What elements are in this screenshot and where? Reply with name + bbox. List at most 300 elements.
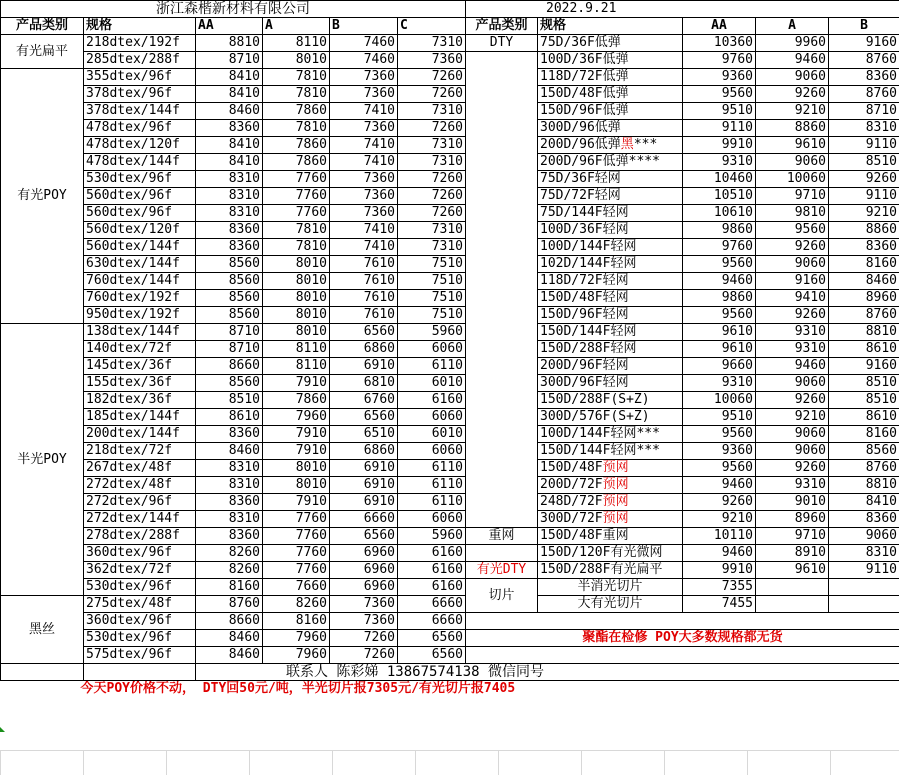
right-price-a[interactable]: 9710 bbox=[756, 188, 829, 205]
spec[interactable]: 185dtex/144f bbox=[84, 409, 196, 426]
right-category[interactable] bbox=[466, 341, 538, 358]
right-price-a[interactable]: 8860 bbox=[756, 120, 829, 137]
right-category[interactable] bbox=[466, 460, 538, 477]
price-a[interactable]: 8260 bbox=[263, 596, 330, 613]
price-a[interactable]: 7760 bbox=[263, 188, 330, 205]
spec[interactable]: 272dtex/96f bbox=[84, 494, 196, 511]
price-b[interactable]: 7610 bbox=[330, 307, 398, 324]
empty-cell[interactable] bbox=[756, 579, 829, 596]
right-price-b[interactable]: 8160 bbox=[829, 256, 899, 273]
chip-price[interactable]: 7455 bbox=[683, 596, 756, 613]
right-price-b[interactable]: 8610 bbox=[829, 341, 899, 358]
price-aa[interactable]: 8360 bbox=[196, 494, 263, 511]
price-b[interactable]: 7410 bbox=[330, 154, 398, 171]
right-category[interactable] bbox=[466, 409, 538, 426]
right-category[interactable] bbox=[466, 426, 538, 443]
price-c[interactable]: 6160 bbox=[398, 562, 466, 579]
price-aa[interactable]: 8560 bbox=[196, 290, 263, 307]
right-category[interactable] bbox=[466, 307, 538, 324]
right-price-a[interactable]: 9810 bbox=[756, 205, 829, 222]
right-price-aa[interactable]: 9460 bbox=[683, 477, 756, 494]
right-category[interactable] bbox=[466, 171, 538, 188]
right-price-a[interactable]: 9060 bbox=[756, 443, 829, 460]
right-spec[interactable] bbox=[538, 120, 683, 137]
right-price-a[interactable]: 9060 bbox=[756, 426, 829, 443]
right-price-a[interactable]: 9410 bbox=[756, 290, 829, 307]
header-right-aa[interactable]: AA bbox=[683, 18, 756, 35]
price-b[interactable]: 6910 bbox=[330, 358, 398, 375]
blank-merged[interactable] bbox=[466, 613, 899, 630]
right-price-b[interactable]: 8860 bbox=[829, 222, 899, 239]
price-b[interactable]: 7410 bbox=[330, 103, 398, 120]
right-price-b[interactable]: 8610 bbox=[829, 409, 899, 426]
right-spec[interactable] bbox=[538, 222, 683, 239]
right-spec[interactable] bbox=[538, 358, 683, 375]
right-spec[interactable] bbox=[538, 324, 683, 341]
price-aa[interactable]: 8410 bbox=[196, 154, 263, 171]
right-spec[interactable] bbox=[538, 392, 683, 409]
right-category[interactable] bbox=[466, 392, 538, 409]
price-aa[interactable]: 8310 bbox=[196, 511, 263, 528]
right-price-b[interactable]: 8560 bbox=[829, 443, 899, 460]
price-c[interactable]: 6160 bbox=[398, 392, 466, 409]
right-price-a[interactable]: 8910 bbox=[756, 545, 829, 562]
right-price-aa[interactable]: 9560 bbox=[683, 256, 756, 273]
right-spec[interactable] bbox=[538, 256, 683, 273]
price-b[interactable]: 6560 bbox=[330, 409, 398, 426]
right-price-aa[interactable]: 9560 bbox=[683, 307, 756, 324]
right-spec[interactable] bbox=[538, 171, 683, 188]
price-c[interactable]: 7310 bbox=[398, 137, 466, 154]
right-spec[interactable] bbox=[538, 205, 683, 222]
spec[interactable]: 272dtex/48f bbox=[84, 477, 196, 494]
price-c[interactable]: 7260 bbox=[398, 86, 466, 103]
price-a[interactable]: 7960 bbox=[263, 630, 330, 647]
price-b[interactable]: 6910 bbox=[330, 494, 398, 511]
price-c[interactable]: 7260 bbox=[398, 69, 466, 86]
price-b[interactable]: 7360 bbox=[330, 120, 398, 137]
price-aa[interactable]: 8410 bbox=[196, 69, 263, 86]
right-category[interactable] bbox=[466, 477, 538, 494]
spec[interactable]: 145dtex/36f bbox=[84, 358, 196, 375]
price-c[interactable]: 6660 bbox=[398, 596, 466, 613]
right-price-aa[interactable]: 9910 bbox=[683, 137, 756, 154]
price-aa[interactable]: 8360 bbox=[196, 222, 263, 239]
right-price-aa[interactable]: 9910 bbox=[683, 562, 756, 579]
price-aa[interactable]: 8360 bbox=[196, 528, 263, 545]
right-price-a[interactable]: 9710 bbox=[756, 528, 829, 545]
right-category[interactable] bbox=[466, 511, 538, 528]
spec[interactable]: 138dtex/144f bbox=[84, 324, 196, 341]
right-price-aa[interactable]: 9660 bbox=[683, 358, 756, 375]
price-aa[interactable]: 8310 bbox=[196, 188, 263, 205]
price-b[interactable]: 7360 bbox=[330, 188, 398, 205]
price-b[interactable]: 6560 bbox=[330, 324, 398, 341]
price-b[interactable]: 7360 bbox=[330, 86, 398, 103]
right-price-b[interactable]: 9110 bbox=[829, 562, 899, 579]
right-price-a[interactable]: 9260 bbox=[756, 392, 829, 409]
empty-cell[interactable] bbox=[829, 596, 899, 613]
price-b[interactable]: 6960 bbox=[330, 562, 398, 579]
right-price-aa[interactable]: 9110 bbox=[683, 120, 756, 137]
price-aa[interactable]: 8310 bbox=[196, 477, 263, 494]
price-a[interactable]: 7810 bbox=[263, 239, 330, 256]
right-price-aa[interactable]: 9860 bbox=[683, 290, 756, 307]
price-c[interactable]: 7310 bbox=[398, 35, 466, 52]
right-price-aa[interactable]: 10460 bbox=[683, 171, 756, 188]
date-label[interactable]: 2022.9.21 bbox=[466, 1, 899, 18]
right-spec[interactable] bbox=[538, 239, 683, 256]
price-a[interactable]: 7910 bbox=[263, 375, 330, 392]
price-c[interactable]: 6110 bbox=[398, 494, 466, 511]
right-spec[interactable] bbox=[538, 426, 683, 443]
right-price-b[interactable]: 9110 bbox=[829, 188, 899, 205]
notice-text[interactable]: 聚酯在检修 POY大多数规格都无货 bbox=[466, 630, 899, 647]
price-c[interactable]: 6160 bbox=[398, 545, 466, 562]
chip-name[interactable]: 半消光切片 bbox=[538, 579, 683, 596]
price-b[interactable]: 7460 bbox=[330, 35, 398, 52]
price-a[interactable]: 7760 bbox=[263, 171, 330, 188]
chips-category[interactable]: 切片 bbox=[466, 579, 538, 613]
spec[interactable]: 530dtex/96f bbox=[84, 630, 196, 647]
right-price-a[interactable]: 9610 bbox=[756, 562, 829, 579]
price-a[interactable]: 8160 bbox=[263, 613, 330, 630]
price-a[interactable]: 8010 bbox=[263, 52, 330, 69]
price-c[interactable]: 7310 bbox=[398, 154, 466, 171]
right-spec[interactable] bbox=[538, 188, 683, 205]
right-price-b[interactable]: 9210 bbox=[829, 205, 899, 222]
category-1[interactable]: 有光POY bbox=[1, 69, 84, 324]
price-aa[interactable]: 8260 bbox=[196, 545, 263, 562]
right-price-b[interactable]: 8510 bbox=[829, 375, 899, 392]
spec[interactable]: 275dtex/48f bbox=[84, 596, 196, 613]
right-price-aa[interactable]: 9560 bbox=[683, 86, 756, 103]
price-c[interactable]: 7260 bbox=[398, 188, 466, 205]
right-price-a[interactable]: 9260 bbox=[756, 86, 829, 103]
right-category[interactable] bbox=[466, 443, 538, 460]
price-aa[interactable]: 8710 bbox=[196, 341, 263, 358]
right-category[interactable] bbox=[466, 120, 538, 137]
price-aa[interactable]: 8560 bbox=[196, 273, 263, 290]
price-a[interactable]: 7810 bbox=[263, 222, 330, 239]
right-category[interactable]: DTY bbox=[466, 35, 538, 52]
spec[interactable]: 355dtex/96f bbox=[84, 69, 196, 86]
right-price-a[interactable]: 8960 bbox=[756, 511, 829, 528]
chip-price[interactable]: 7355 bbox=[683, 579, 756, 596]
price-a[interactable]: 8010 bbox=[263, 477, 330, 494]
price-c[interactable]: 7360 bbox=[398, 52, 466, 69]
spec[interactable]: 950dtex/192f bbox=[84, 307, 196, 324]
right-price-aa[interactable]: 9510 bbox=[683, 409, 756, 426]
price-b[interactable]: 7610 bbox=[330, 290, 398, 307]
right-spec[interactable] bbox=[538, 460, 683, 477]
price-c[interactable]: 6560 bbox=[398, 630, 466, 647]
right-price-b[interactable]: 8310 bbox=[829, 545, 899, 562]
right-spec[interactable] bbox=[538, 35, 683, 52]
price-aa[interactable]: 8360 bbox=[196, 239, 263, 256]
right-price-aa[interactable]: 9310 bbox=[683, 375, 756, 392]
price-b[interactable]: 6660 bbox=[330, 511, 398, 528]
price-a[interactable]: 7860 bbox=[263, 103, 330, 120]
right-price-a[interactable]: 9210 bbox=[756, 409, 829, 426]
spec[interactable]: 378dtex/96f bbox=[84, 86, 196, 103]
right-category[interactable] bbox=[466, 69, 538, 86]
header-spec[interactable]: 规格 bbox=[84, 18, 196, 35]
right-price-b[interactable]: 8510 bbox=[829, 392, 899, 409]
price-a[interactable]: 8010 bbox=[263, 290, 330, 307]
right-price-a[interactable]: 9210 bbox=[756, 103, 829, 120]
price-a[interactable]: 7660 bbox=[263, 579, 330, 596]
right-spec[interactable] bbox=[538, 443, 683, 460]
right-spec[interactable] bbox=[538, 341, 683, 358]
price-a[interactable]: 8010 bbox=[263, 460, 330, 477]
right-category[interactable] bbox=[466, 375, 538, 392]
spec[interactable]: 140dtex/72f bbox=[84, 341, 196, 358]
right-price-aa[interactable]: 9460 bbox=[683, 273, 756, 290]
right-price-a[interactable]: 9610 bbox=[756, 137, 829, 154]
right-category[interactable] bbox=[466, 494, 538, 511]
price-b[interactable]: 7260 bbox=[330, 630, 398, 647]
right-spec[interactable] bbox=[538, 103, 683, 120]
price-b[interactable]: 6860 bbox=[330, 443, 398, 460]
header-right-a[interactable]: A bbox=[756, 18, 829, 35]
right-price-aa[interactable]: 10110 bbox=[683, 528, 756, 545]
price-c[interactable]: 6060 bbox=[398, 511, 466, 528]
right-price-aa[interactable]: 10060 bbox=[683, 392, 756, 409]
right-spec[interactable] bbox=[538, 562, 683, 579]
price-aa[interactable]: 8310 bbox=[196, 171, 263, 188]
spec[interactable]: 560dtex/144f bbox=[84, 239, 196, 256]
price-c[interactable]: 5960 bbox=[398, 528, 466, 545]
right-price-aa[interactable]: 9560 bbox=[683, 460, 756, 477]
price-b[interactable]: 7360 bbox=[330, 613, 398, 630]
price-c[interactable]: 7510 bbox=[398, 307, 466, 324]
price-c[interactable]: 6110 bbox=[398, 358, 466, 375]
price-a[interactable]: 7760 bbox=[263, 562, 330, 579]
right-price-aa[interactable]: 9760 bbox=[683, 239, 756, 256]
spec[interactable]: 560dtex/120f bbox=[84, 222, 196, 239]
price-a[interactable]: 8110 bbox=[263, 35, 330, 52]
price-b[interactable]: 7610 bbox=[330, 256, 398, 273]
right-spec[interactable] bbox=[538, 375, 683, 392]
price-c[interactable]: 6160 bbox=[398, 579, 466, 596]
spec[interactable]: 630dtex/144f bbox=[84, 256, 196, 273]
right-price-a[interactable]: 9310 bbox=[756, 477, 829, 494]
right-category[interactable] bbox=[466, 256, 538, 273]
right-price-a[interactable]: 9460 bbox=[756, 52, 829, 69]
right-price-aa[interactable]: 10360 bbox=[683, 35, 756, 52]
spec[interactable]: 378dtex/144f bbox=[84, 103, 196, 120]
category-2[interactable]: 半光POY bbox=[1, 324, 84, 596]
right-price-b[interactable]: 8810 bbox=[829, 324, 899, 341]
price-a[interactable]: 7760 bbox=[263, 511, 330, 528]
price-b[interactable]: 6560 bbox=[330, 528, 398, 545]
price-b[interactable]: 7410 bbox=[330, 137, 398, 154]
price-c[interactable]: 6010 bbox=[398, 426, 466, 443]
price-b[interactable]: 7610 bbox=[330, 273, 398, 290]
price-b[interactable]: 6760 bbox=[330, 392, 398, 409]
right-price-aa[interactable]: 10510 bbox=[683, 188, 756, 205]
price-a[interactable]: 7960 bbox=[263, 647, 330, 664]
price-a[interactable]: 7810 bbox=[263, 69, 330, 86]
price-b[interactable]: 7410 bbox=[330, 222, 398, 239]
price-c[interactable]: 6110 bbox=[398, 477, 466, 494]
right-category[interactable] bbox=[466, 545, 538, 562]
price-a[interactable]: 8010 bbox=[263, 256, 330, 273]
spec[interactable]: 272dtex/144f bbox=[84, 511, 196, 528]
price-b[interactable]: 7360 bbox=[330, 596, 398, 613]
price-c[interactable]: 7510 bbox=[398, 273, 466, 290]
right-price-b[interactable]: 8810 bbox=[829, 477, 899, 494]
right-price-a[interactable]: 9260 bbox=[756, 460, 829, 477]
right-category[interactable] bbox=[466, 137, 538, 154]
right-price-b[interactable]: 8160 bbox=[829, 426, 899, 443]
right-price-b[interactable]: 8310 bbox=[829, 120, 899, 137]
spec[interactable]: 218dtex/192f bbox=[84, 35, 196, 52]
spec[interactable]: 267dtex/48f bbox=[84, 460, 196, 477]
right-category[interactable]: 有光DTY bbox=[466, 562, 538, 579]
spec[interactable]: 200dtex/144f bbox=[84, 426, 196, 443]
price-aa[interactable]: 8710 bbox=[196, 52, 263, 69]
right-category[interactable] bbox=[466, 205, 538, 222]
right-spec[interactable] bbox=[538, 86, 683, 103]
price-aa[interactable]: 8410 bbox=[196, 137, 263, 154]
price-a[interactable]: 8110 bbox=[263, 341, 330, 358]
right-spec[interactable] bbox=[538, 290, 683, 307]
price-b[interactable]: 6810 bbox=[330, 375, 398, 392]
price-b[interactable]: 7460 bbox=[330, 52, 398, 69]
spec[interactable]: 575dtex/96f bbox=[84, 647, 196, 664]
right-price-a[interactable]: 9060 bbox=[756, 154, 829, 171]
right-price-b[interactable]: 8760 bbox=[829, 52, 899, 69]
right-category[interactable] bbox=[466, 239, 538, 256]
price-aa[interactable]: 8510 bbox=[196, 392, 263, 409]
right-spec[interactable] bbox=[538, 52, 683, 69]
footer-note[interactable]: 今天POY价格不动， DTY回50元/吨，半光切片报7305元/有光切片报7405 bbox=[1, 681, 899, 698]
right-price-aa[interactable]: 10610 bbox=[683, 205, 756, 222]
right-price-a[interactable]: 9060 bbox=[756, 256, 829, 273]
price-aa[interactable]: 8460 bbox=[196, 443, 263, 460]
price-a[interactable]: 7810 bbox=[263, 120, 330, 137]
right-spec[interactable] bbox=[538, 273, 683, 290]
right-category[interactable] bbox=[466, 52, 538, 69]
spec[interactable]: 478dtex/120f bbox=[84, 137, 196, 154]
right-price-b[interactable]: 8710 bbox=[829, 103, 899, 120]
price-b[interactable]: 6910 bbox=[330, 477, 398, 494]
spec[interactable]: 155dtex/36f bbox=[84, 375, 196, 392]
price-aa[interactable]: 8410 bbox=[196, 86, 263, 103]
price-a[interactable]: 8110 bbox=[263, 358, 330, 375]
empty-cell[interactable] bbox=[756, 596, 829, 613]
price-aa[interactable]: 8360 bbox=[196, 426, 263, 443]
price-a[interactable]: 7760 bbox=[263, 205, 330, 222]
empty-cell[interactable] bbox=[829, 579, 899, 596]
price-b[interactable]: 7410 bbox=[330, 239, 398, 256]
right-price-b[interactable]: 8960 bbox=[829, 290, 899, 307]
right-price-b[interactable]: 8510 bbox=[829, 154, 899, 171]
price-c[interactable]: 7310 bbox=[398, 222, 466, 239]
right-price-b[interactable]: 9260 bbox=[829, 171, 899, 188]
price-aa[interactable]: 8460 bbox=[196, 103, 263, 120]
price-c[interactable]: 5960 bbox=[398, 324, 466, 341]
right-spec[interactable] bbox=[538, 69, 683, 86]
spec[interactable]: 530dtex/96f bbox=[84, 579, 196, 596]
price-a[interactable]: 8010 bbox=[263, 273, 330, 290]
price-b[interactable]: 6910 bbox=[330, 460, 398, 477]
spec[interactable]: 218dtex/72f bbox=[84, 443, 196, 460]
right-price-aa[interactable]: 9760 bbox=[683, 52, 756, 69]
price-a[interactable]: 7860 bbox=[263, 392, 330, 409]
spec[interactable]: 560dtex/96f bbox=[84, 188, 196, 205]
price-a[interactable]: 7810 bbox=[263, 86, 330, 103]
right-price-a[interactable]: 9160 bbox=[756, 273, 829, 290]
right-price-aa[interactable]: 9360 bbox=[683, 69, 756, 86]
price-b[interactable]: 6960 bbox=[330, 545, 398, 562]
price-c[interactable]: 7260 bbox=[398, 171, 466, 188]
price-aa[interactable]: 8310 bbox=[196, 460, 263, 477]
right-price-a[interactable]: 9260 bbox=[756, 307, 829, 324]
price-a[interactable]: 7910 bbox=[263, 426, 330, 443]
header-aa[interactable]: AA bbox=[196, 18, 263, 35]
price-c[interactable]: 6110 bbox=[398, 460, 466, 477]
price-a[interactable]: 7760 bbox=[263, 528, 330, 545]
right-price-b[interactable]: 9160 bbox=[829, 35, 899, 52]
price-c[interactable]: 7260 bbox=[398, 120, 466, 137]
price-a[interactable]: 8010 bbox=[263, 324, 330, 341]
price-aa[interactable]: 8310 bbox=[196, 205, 263, 222]
price-aa[interactable]: 8560 bbox=[196, 307, 263, 324]
price-aa[interactable]: 8160 bbox=[196, 579, 263, 596]
right-price-a[interactable]: 9460 bbox=[756, 358, 829, 375]
header-right-spec[interactable]: 规格 bbox=[538, 18, 683, 35]
price-aa[interactable]: 8560 bbox=[196, 375, 263, 392]
right-price-aa[interactable]: 9360 bbox=[683, 443, 756, 460]
spec[interactable]: 560dtex/96f bbox=[84, 205, 196, 222]
right-spec[interactable] bbox=[538, 154, 683, 171]
price-b[interactable]: 7360 bbox=[330, 205, 398, 222]
price-a[interactable]: 7860 bbox=[263, 137, 330, 154]
right-price-a[interactable]: 9260 bbox=[756, 239, 829, 256]
right-price-a[interactable]: 10060 bbox=[756, 171, 829, 188]
right-price-a[interactable]: 9010 bbox=[756, 494, 829, 511]
right-price-a[interactable]: 9060 bbox=[756, 375, 829, 392]
right-category[interactable] bbox=[466, 103, 538, 120]
right-price-b[interactable]: 8460 bbox=[829, 273, 899, 290]
price-b[interactable]: 6510 bbox=[330, 426, 398, 443]
right-price-aa[interactable]: 9210 bbox=[683, 511, 756, 528]
header-b[interactable]: B bbox=[330, 18, 398, 35]
right-category[interactable] bbox=[466, 222, 538, 239]
price-aa[interactable]: 8610 bbox=[196, 409, 263, 426]
right-spec[interactable] bbox=[538, 409, 683, 426]
right-category[interactable] bbox=[466, 324, 538, 341]
price-aa[interactable]: 8460 bbox=[196, 647, 263, 664]
right-spec[interactable] bbox=[538, 137, 683, 154]
spec[interactable]: 760dtex/144f bbox=[84, 273, 196, 290]
right-price-a[interactable]: 9310 bbox=[756, 341, 829, 358]
price-c[interactable]: 6060 bbox=[398, 341, 466, 358]
right-spec[interactable] bbox=[538, 545, 683, 562]
right-price-b[interactable]: 8760 bbox=[829, 460, 899, 477]
chip-name[interactable]: 大有光切片 bbox=[538, 596, 683, 613]
right-price-b[interactable]: 9160 bbox=[829, 358, 899, 375]
header-c[interactable]: C bbox=[398, 18, 466, 35]
price-a[interactable]: 7910 bbox=[263, 494, 330, 511]
right-spec[interactable] bbox=[538, 477, 683, 494]
price-c[interactable]: 7310 bbox=[398, 103, 466, 120]
price-c[interactable]: 6010 bbox=[398, 375, 466, 392]
spec[interactable]: 360dtex/96f bbox=[84, 613, 196, 630]
